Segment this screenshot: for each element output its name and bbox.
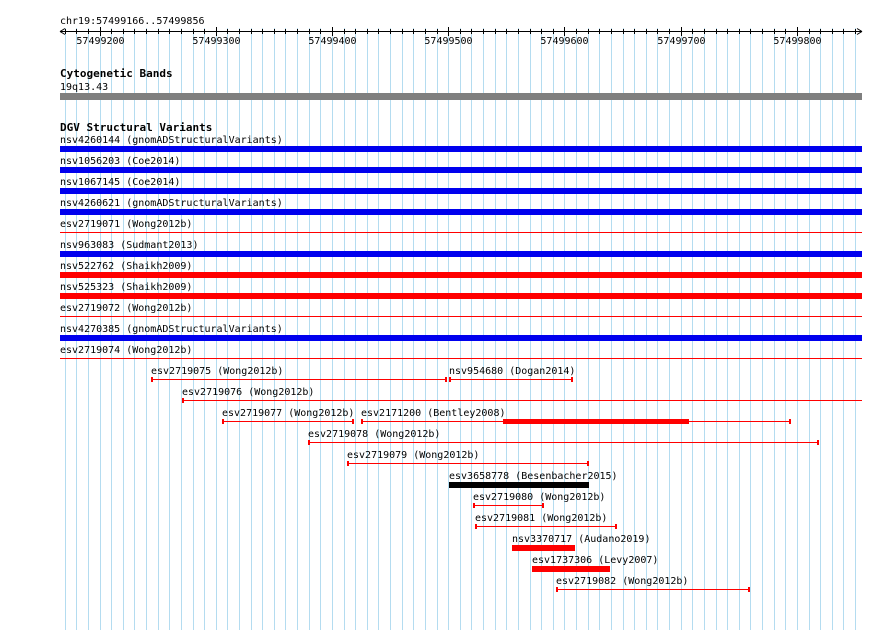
variant-bar[interactable]	[60, 232, 862, 233]
cytoband-bar[interactable]	[60, 93, 862, 100]
variant-start-cap	[449, 377, 451, 382]
variant-label: nsv1056203 (Coe2014)	[60, 156, 181, 167]
variant-bar[interactable]	[60, 272, 862, 278]
variant-label: nsv4270385 (gnomADStructuralVariants)	[60, 324, 283, 335]
ruler-tick-label: 57499800	[773, 36, 822, 47]
variant-bar[interactable]	[532, 566, 610, 572]
variant-label: nsv954680 (Dogan2014)	[449, 366, 576, 377]
variant-thick-segment[interactable]	[503, 419, 689, 424]
variant-bar[interactable]	[475, 526, 617, 527]
ruler-tick-label: 57499600	[540, 36, 589, 47]
variant-bar[interactable]	[347, 463, 589, 464]
variant-label: esv2719080 (Wong2012b)	[473, 492, 606, 503]
variant-bar[interactable]	[60, 293, 862, 299]
ruler-tick-label: 57499300	[192, 36, 241, 47]
ruler	[60, 27, 862, 47]
variant-end-cap	[445, 377, 447, 382]
variant-end-cap	[789, 419, 791, 424]
region-label: chr19:57499166..57499856	[60, 16, 205, 27]
variant-label: esv2719076 (Wong2012b)	[182, 387, 315, 398]
variant-start-cap	[151, 377, 153, 382]
variant-bar[interactable]	[449, 482, 589, 488]
variant-label: esv2171200 (Bentley2008)	[361, 408, 506, 419]
ruler-tick-label: 57499200	[76, 36, 125, 47]
variant-label: nsv525323 (Shaikh2009)	[60, 282, 193, 293]
variant-start-cap	[347, 461, 349, 466]
variant-label: esv2719077 (Wong2012b)	[222, 408, 355, 419]
variant-label: esv2719071 (Wong2012b)	[60, 219, 193, 230]
variant-label: esv2719081 (Wong2012b)	[475, 513, 608, 524]
variant-start-cap	[308, 440, 310, 445]
cytoband-heading: Cytogenetic Bands	[60, 67, 173, 80]
variant-bar[interactable]	[473, 505, 544, 506]
variant-label: nsv522762 (Shaikh2009)	[60, 261, 193, 272]
cytoband-label: 19q13.43	[60, 82, 109, 93]
variant-start-cap	[222, 419, 224, 424]
variant-label: nsv963083 (Sudmant2013)	[60, 240, 199, 251]
variant-bar[interactable]	[151, 379, 447, 380]
variant-end-cap	[615, 524, 617, 529]
variant-bar[interactable]	[308, 442, 819, 443]
variant-start-cap	[475, 524, 477, 529]
variant-label: nsv4260144 (gnomADStructuralVariants)	[60, 135, 283, 146]
variant-end-cap	[542, 503, 544, 508]
variant-bar[interactable]	[60, 146, 862, 152]
variant-label: esv2719078 (Wong2012b)	[308, 429, 441, 440]
variant-end-cap	[587, 461, 589, 466]
variant-bar[interactable]	[60, 316, 862, 317]
variant-bar[interactable]	[556, 589, 750, 590]
ruler-tick-label: 57499700	[657, 36, 706, 47]
variant-start-cap	[556, 587, 558, 592]
variant-label: esv2719079 (Wong2012b)	[347, 450, 480, 461]
variant-label: esv2719075 (Wong2012b)	[151, 366, 284, 377]
ruler-tick-label: 57499400	[308, 36, 357, 47]
variant-start-cap	[473, 503, 475, 508]
variants-heading: DGV Structural Variants	[60, 121, 213, 134]
variant-bar[interactable]	[222, 421, 354, 422]
variant-label: esv3658778 (Besenbacher2015)	[449, 471, 618, 482]
variant-end-cap	[571, 377, 573, 382]
variant-bar[interactable]	[60, 335, 862, 341]
variant-bar[interactable]	[182, 400, 862, 401]
variant-bar[interactable]	[60, 188, 862, 194]
variant-label: esv1737306 (Levy2007)	[532, 555, 659, 566]
variant-bar[interactable]	[60, 209, 862, 215]
variant-bar[interactable]	[449, 379, 573, 380]
variant-bar[interactable]	[512, 545, 575, 551]
variant-label: esv2719082 (Wong2012b)	[556, 576, 689, 587]
variant-end-cap	[352, 419, 354, 424]
ruler-tick-label: 57499500	[424, 36, 473, 47]
variant-start-cap	[182, 398, 184, 403]
variant-end-cap	[817, 440, 819, 445]
variant-bar[interactable]	[60, 358, 862, 359]
variant-start-cap	[361, 419, 363, 424]
variant-label: esv2719072 (Wong2012b)	[60, 303, 193, 314]
variant-end-cap	[748, 587, 750, 592]
variant-label: esv2719074 (Wong2012b)	[60, 345, 193, 356]
variant-bar[interactable]	[60, 251, 862, 257]
variant-bar[interactable]	[60, 167, 862, 173]
variant-label: nsv3370717 (Audano2019)	[512, 534, 651, 545]
variant-label: nsv1067145 (Coe2014)	[60, 177, 181, 188]
variant-label: nsv4260621 (gnomADStructuralVariants)	[60, 198, 283, 209]
